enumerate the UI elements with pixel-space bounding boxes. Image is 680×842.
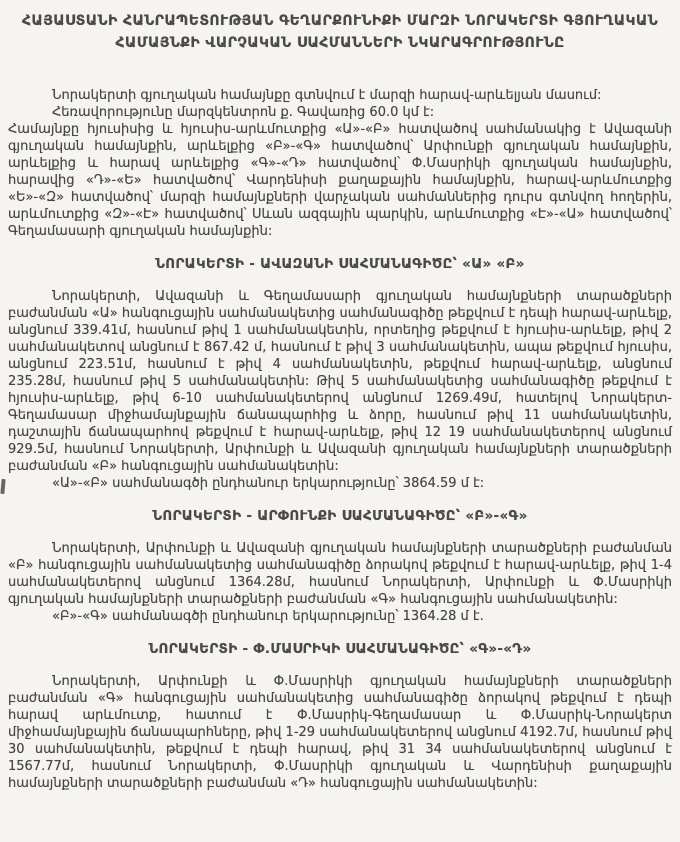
section-body-avazan: Նորակերտի, Ավազանի և Գեղամասարի գյուղական համայնքների տարածքների բաժանման «Ա» հանգուցային սահմանակետից սահմանագիծը թեքվում է դեպի հարավ-արևելք, անցնում 339.41մ, հասնում թիվ 1 սահմանակետին, որտեղից թեքվում է հյուսիս-արևելք, թիվ 2 սահմանակետով անցնում է 867.42 մ, հասնում է թիվ 3 սահմանակետին, ապա թեքվում հյուսիս, անցնում 223.51մ, հասնում է թիվ 4 սահմանակետին, թեքվում հարավ-արևելք, անցնում 235.28մ, հասնում թիվ 5 սահմանակետին: Թիվ 5 սահմանակետից սահմանագիծը թեքվում է հյուսիս-արևելք, թիվ 6-10 սահմանակետերով անցնում 1269.49մ, հատելով Նորակերտ-Գեղամասար միջհամայնքային ճանապարհից և ձորը, հասնում թիվ 11 սահմանակետին, դաշտային ճանապարհով թեքվում է հարավ-արևելք, թիվ 12 19 սահմանակետերով անցնում 929.5մ, հասնում Նորակերտի, Արփունքի և Ավազանի գյուղական համայնքների տարածքների բաժանման «Բ» հանգուցային սահմանակետին:: [8, 289, 672, 474]
intro-block: [8, 87, 672, 240]
section-norakert-arpunk: [8, 508, 672, 625]
section-total-arpunk: «Բ»-«Գ» սահմանագծի ընդհանուր երկարությունը՝ 1364.28 մ է.: [52, 609, 484, 624]
section-body-pmasrik: Նորակերտի, Արփունքի և Փ.Մասրիկի գյուղական համայնքների տարածքների բաժանման «Գ» հանգուցային սահմանակետից սահմանագիծը ձորակով թեքվում է դեպի հարավ արևմուտք, հատում է Փ.Մասրիկ-Գեղամասար և Փ.Մասրիկ-Նորակերտ միջհամայնքային ճանապարհները, թիվ 1-29 սահմանակետերով անցնում 4192.7մ, հասնում թիվ 30 սահմանակետին, թեքվում է դեպի հարավ, թիվ 31 34 սահմանակետերով անցնում է 1567.77մ, հասնում Նորակերտի, Փ.Մասրիկի գյուղական և Վարդենիսի քաղաքային համայնքների տարածքների բաժանման «Դ» հանգուցային սահմանակետին:: [8, 674, 672, 791]
section-heading-pmasrik: ՆՈՐԱԿԵՐՏԻ - Փ.ՄԱՍՐԻԿԻ ՍԱՀՄԱՆԱԳԻԾԸ՝ «Գ»-«Դ»: [148, 641, 532, 657]
section-heading-avazan: ՆՈՐԱԿԵՐՏԻ - ԱՎԱԶԱՆԻ ՍԱՀՄԱՆԱԳԻԾԸ՝ «Ա» «Բ»: [155, 256, 525, 272]
intro-borders-paragraph: Համայնքը հյուսիսից և հյուսիս-արևմուտքից «Ա»-«Բ» հատվածով սահմանակից է Ավազանի գյուղական համայնքին, արևելքից «Բ»-«Գ» հատվածով՝ Արփունքի գյուղական համայնքին, արևելքից և հարավ արևելքից «Գ»-«Դ» հատվածով՝ Փ.Մասրիկի գյուղական համայնքին, հարավից «Դ»-«Ե» հատվածով՝ Վարդենիսի քաղաքային համայնքին, հարավ-արևմուտքից «Ե»-«Զ» հատվածով՝ մարզի համայնքների վարչական սահմաններից դուրս գտնվող հողերին, արևմուտքից «Զ»-«Է» հատվածով՝ Սևան ազգային պարկին, արևմուտքից «Է»-«Ա» հատվածով՝ Գեղամասարի գյուղական համայնքին:: [8, 122, 672, 239]
document-title-line1: ՀԱՅԱՍՏԱՆԻ ՀԱՆՐԱՊԵՏՈՒԹՅԱՆ ԳԵՂԱՐՔՈՒՆԻՔԻ ՄԱՐԶԻ ՆՈՐԱԿԵՐՏԻ ԳՅՈՒՂԱԿԱՆ: [21, 13, 659, 29]
document-title-line2: ՀԱՄԱՅՆՔԻ ՎԱՐՉԱԿԱՆ ՍԱՀՄԱՆՆԵՐԻ ՆԿԱՐԱԳՐՈՒԹՅՈՒՆԸ: [115, 35, 565, 51]
section-norakert-avazan: [8, 256, 672, 492]
section-norakert-pmasrik: [8, 641, 672, 792]
section-body-arpunk: Նորակերտի, Արփունքի և Ավազանի գյուղական համայնքների տարածքների բաժանման «Բ» հանգուցային սահմանակետից սահմանագիծը ձորակով թեքվում է հարավ-արևելք, թիվ 1-4 սահմանակետերով անցնում 1364.28մ, հասնում Նորակերտի, Արփունքի և Փ.Մասրիկի գյուղական համայնքների տարածքների բաժանման «Գ» հանգուցային սահմանակետին:: [8, 541, 672, 607]
intro-distance-line: Հեռավորությունը մարզկենտրոն ք. Գավառից 60.0 կմ է:: [52, 105, 435, 120]
document-title: [8, 10, 672, 54]
section-total-avazan: «Ա»-«Բ» սահմանագծի ընդհանուր երկարությունը՝ 3864.59 մ է:: [52, 476, 485, 491]
section-heading-arpunk: ՆՈՐԱԿԵՐՏԻ - ԱՐՓՈՒՆՔԻ ՍԱՀՄԱՆԱԳԻԾԸ՝ «Բ»-«Գ»: [152, 508, 528, 524]
intro-location-line: Նորակերտի գյուղական համայնքը գտնվում է մարզի հարավ-արևելյան մասում:: [52, 88, 602, 103]
